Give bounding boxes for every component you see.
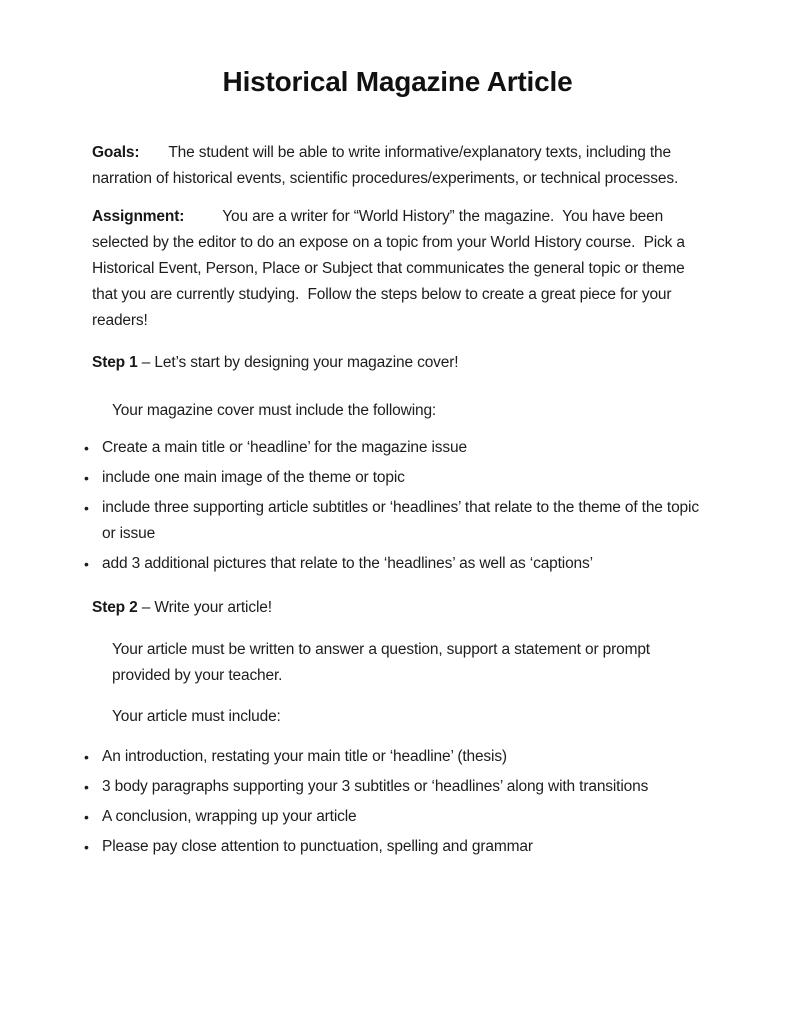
bullet-icon: •: [84, 556, 89, 572]
bullet-icon: •: [84, 500, 89, 516]
step2-bullet-list: [84, 744, 703, 860]
bullet-icon: •: [84, 839, 89, 855]
list-item-text: include one main image of the theme or topic: [102, 469, 405, 486]
list-item: [84, 495, 703, 547]
goals-text: The student will be able to write informative/explanatory texts, including the narration of historical events, scientific procedures/experiments, or technical processes.: [92, 144, 679, 187]
bullet-icon: •: [84, 440, 89, 456]
assignment-text: You are a writer for “World History” the magazine. You have been selected by the editor to do an expose on a topic from your World History course. Pick a Historical Event, Person, Place or Subject that communicates the general topic or theme that you are currently studying. Follow the steps below to create a great piece for your readers!: [92, 208, 690, 329]
assignment-paragraph: [92, 204, 703, 334]
tab-spacer: [184, 220, 222, 221]
goals-paragraph: [92, 140, 703, 192]
step2-heading: [92, 595, 703, 621]
list-item-text: Create a main title or ‘headline’ for the magazine issue: [102, 439, 467, 456]
step1-heading-text: – Let’s start by designing your magazine cover!: [141, 354, 459, 371]
step1-intro: Your magazine cover must include the following:: [112, 402, 437, 419]
assignment-label: Assignment:: [92, 208, 185, 225]
bullet-icon: •: [84, 470, 89, 486]
list-item: [84, 774, 703, 800]
page-title: Historical Magazine Article: [222, 66, 573, 97]
tab-spacer: [139, 156, 168, 157]
bullet-icon: •: [84, 779, 89, 795]
bullet-icon: •: [84, 749, 89, 765]
step2-heading-text: – Write your article!: [141, 599, 272, 616]
goals-label: Goals:: [92, 144, 140, 161]
list-item: [84, 744, 703, 770]
step1-bullet-list: [84, 435, 703, 577]
list-item-text: Please pay close attention to punctuation, spelling and grammar: [102, 838, 533, 855]
list-item: [84, 804, 703, 830]
list-item: [84, 834, 703, 860]
list-item-text: add 3 additional pictures that relate to the ‘headlines’ as well as ‘captions’: [102, 555, 593, 572]
step1-heading: [92, 350, 703, 376]
list-item-text: 3 body paragraphs supporting your 3 subtitles or ‘headlines’ along with transitions: [102, 778, 649, 795]
list-item: [84, 465, 703, 491]
step2-subintro: Your article must include:: [112, 708, 281, 725]
step2-intro: Your article must be written to answer a question, support a statement or prompt provided by your teacher.: [112, 641, 650, 684]
list-item: [84, 551, 703, 577]
step1-label: Step 1: [92, 354, 138, 371]
list-item-text: An introduction, restating your main title or ‘headline’ (thesis): [102, 748, 507, 765]
list-item: [84, 435, 703, 461]
list-item-text: include three supporting article subtitles or ‘headlines’ that relate to the theme of the topic or issue: [102, 499, 699, 542]
bullet-icon: •: [84, 809, 89, 825]
step2-label: Step 2: [92, 599, 138, 616]
list-item-text: A conclusion, wrapping up your article: [102, 808, 357, 825]
